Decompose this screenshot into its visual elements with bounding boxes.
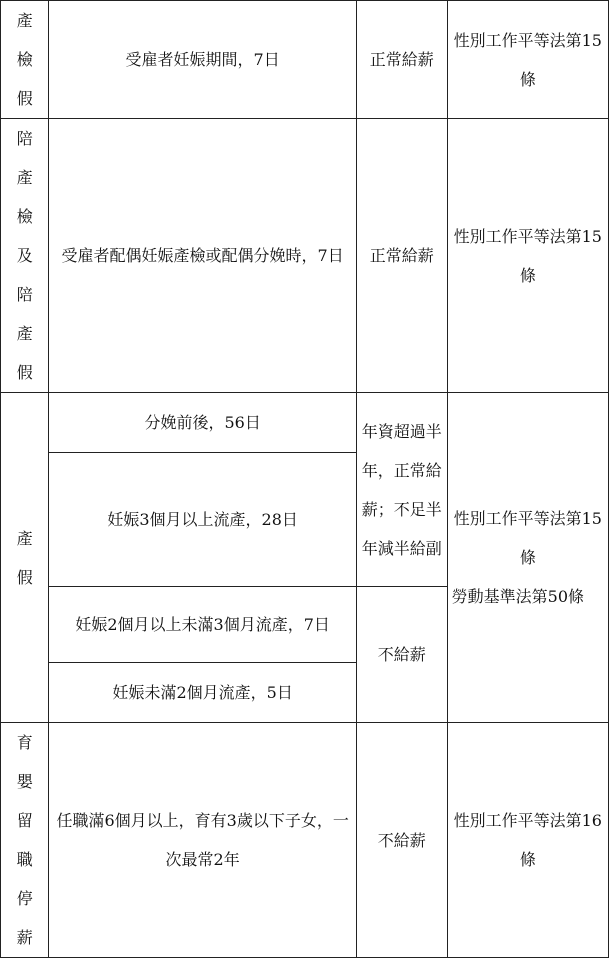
condition-cell: 妊娠3個月以上流產，28日: [49, 453, 357, 587]
pay-cell: 正常給薪: [356, 1, 447, 119]
pay-cell: 不給薪: [356, 723, 447, 958]
condition-cell: 受雇者配偶妊娠產檢或配偶分娩時，7日: [49, 119, 357, 393]
category-label: 產檢假: [16, 11, 33, 108]
category-cell: [1, 393, 49, 723]
law-line: 勞動基準法第50條: [451, 587, 585, 606]
pay-cell: 正常給薪: [356, 119, 447, 393]
law-cell: [447, 393, 608, 723]
condition-cell: 分娩前後，56日: [49, 393, 357, 453]
table-row: [1, 723, 609, 958]
law-cell: 性別工作平等法第16條: [447, 723, 608, 958]
table-row: [1, 1, 609, 119]
pay-cell: 不給薪: [356, 587, 447, 723]
category-label: 陪產檢及陪產假: [16, 129, 33, 382]
law-cell: 性別工作平等法第15條: [447, 1, 608, 119]
law-line: 性別工作平等法第15條: [453, 509, 602, 567]
category-cell: [1, 1, 49, 119]
pay-cell: 年資超過半年，正常給薪；不足半年減半給副: [356, 393, 447, 587]
table-row: [1, 119, 609, 393]
category-cell: [1, 119, 49, 393]
category-cell: [1, 723, 49, 958]
category-label: 產假: [16, 528, 33, 587]
law-cell: 性別工作平等法第15條: [447, 119, 608, 393]
condition-cell: 受雇者妊娠期間，7日: [49, 1, 357, 119]
condition-cell: 妊娠2個月以上未滿3個月流產，7日: [49, 587, 357, 663]
table-row: [1, 393, 609, 453]
category-label: 育嬰留職停薪: [16, 733, 33, 947]
condition-cell: 任職滿6個月以上，育有3歲以下子女，一次最常2年: [49, 723, 357, 958]
condition-cell: 妊娠未滿2個月流產，5日: [49, 663, 357, 723]
